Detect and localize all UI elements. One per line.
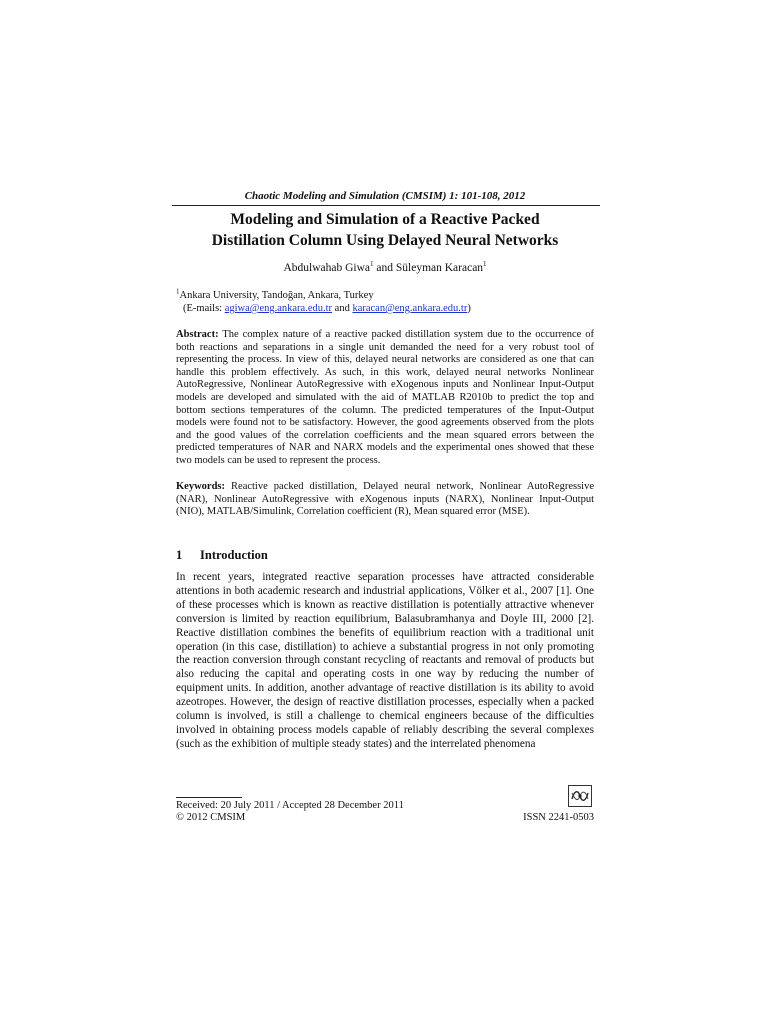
emails-suffix: ) bbox=[467, 303, 471, 314]
cmsim-logo-icon bbox=[568, 785, 592, 807]
emails-and: and bbox=[332, 303, 353, 314]
footnote-rule bbox=[176, 797, 242, 798]
affiliation-emails bbox=[176, 302, 594, 315]
author-list bbox=[176, 262, 594, 274]
section-heading bbox=[176, 548, 268, 563]
received-date: Received: 20 July 2011 / Accepted 28 December 2011 bbox=[176, 800, 404, 811]
issn: ISSN 2241-0503 bbox=[523, 812, 594, 823]
emails-prefix: (E-mails: bbox=[183, 303, 225, 314]
author-affil-mark: 1 bbox=[370, 260, 374, 269]
affiliation-institution bbox=[176, 289, 594, 302]
keywords-label: Keywords: bbox=[176, 481, 225, 492]
section-title: Introduction bbox=[200, 548, 268, 562]
paper-title bbox=[176, 209, 594, 251]
affil-mark: 1 bbox=[176, 287, 180, 296]
email-link-2[interactable]: karacan@eng.ankara.edu.tr bbox=[352, 303, 468, 314]
introduction-paragraph: In recent years, integrated reactive separation processes have attracted considerable attentions in both academic research and industrial applications, Völker et al., 2007 [1]. One of these processes which is known as reactive distillation is potentially attractive whenever conversion is limited by reaction equilibrium, Balasubramhanya and Doyle III, 2000 [2]. Reactive distillation combines the benefits of equilibrium reaction with a traditional unit operation (in this case, distillation) to achieve a substantial progress in not only promoting the reaction conversion through constant recycling of reactants and removal of products but also reducing the capital and operating costs in one way by reducing the number of equipment units. In addition, another advantage of reactive distillation is its ability to avoid azeotropes. However, the design of reactive distillation processes, especially when a packed column is involved, is still a challenge to chemical engineers because of the difficulties involved in obtaining process models capable of reliably describing the several complexes (such as the exhibition of multiple steady states) and the interrelated phenomena bbox=[176, 571, 594, 750]
author-affil-mark: 1 bbox=[483, 260, 487, 269]
title-line-2: Distillation Column Using Delayed Neural Networks bbox=[211, 232, 559, 249]
author-conjunction: and bbox=[373, 262, 396, 274]
author-name: Süleyman Karacan bbox=[395, 262, 484, 274]
email-link-1[interactable]: agiwa@eng.ankara.edu.tr bbox=[224, 303, 333, 314]
header-rule bbox=[172, 205, 600, 206]
abstract-text: The complex nature of a reactive packed distillation system due to the occurrence of both reactions and separations in a single unit demanded the need for a very robust tool of representing the process. In view of this, delayed neural networks are considered as one that can handle this problem effectively. As such, in this work, delayed neural networks Nonlinear AutoRegressive, Nonlinear AutoRegressive with eXogenous inputs and Nonlinear Input-Output models are developed and simulated with the aid of MATLAB R2010b to predict the top and bottom sections temperatures of the column. The predicted temperatures of the Input-Output models were found not to be satisfactory. However, the good agreements observed from the plots and the good values of the correlation coefficients and the mean squared errors between the predicted temperatures of NAR and NARX models and the experimental ones showed that these two models can be used to represent the process. bbox=[176, 329, 594, 466]
section-number: 1 bbox=[176, 548, 183, 562]
keywords bbox=[176, 481, 594, 519]
keywords-text: Reactive packed distillation, Delayed neural network, Nonlinear AutoRegressive (NAR), Nonlinear AutoRegressive with eXogenous inputs (NARX), Nonlinear Input-Output (NIO), MATLAB/Simulink, Correlation coefficient (R), Mean squared error (MSE). bbox=[176, 481, 594, 518]
abstract-label: Abstract: bbox=[176, 329, 219, 340]
institution-text: Ankara University, Tandoğan, Ankara, Turkey bbox=[179, 290, 374, 301]
journal-header: Chaotic Modeling and Simulation (CMSIM) 1: 101-108, 2012 bbox=[244, 190, 526, 202]
copyright: © 2012 CMSIM bbox=[176, 812, 246, 823]
title-line-1: Modeling and Simulation of a Reactive Packed bbox=[230, 211, 540, 228]
author-name: Abdulwahab Giwa bbox=[283, 262, 371, 274]
affiliation bbox=[176, 289, 594, 315]
abstract bbox=[176, 329, 594, 468]
